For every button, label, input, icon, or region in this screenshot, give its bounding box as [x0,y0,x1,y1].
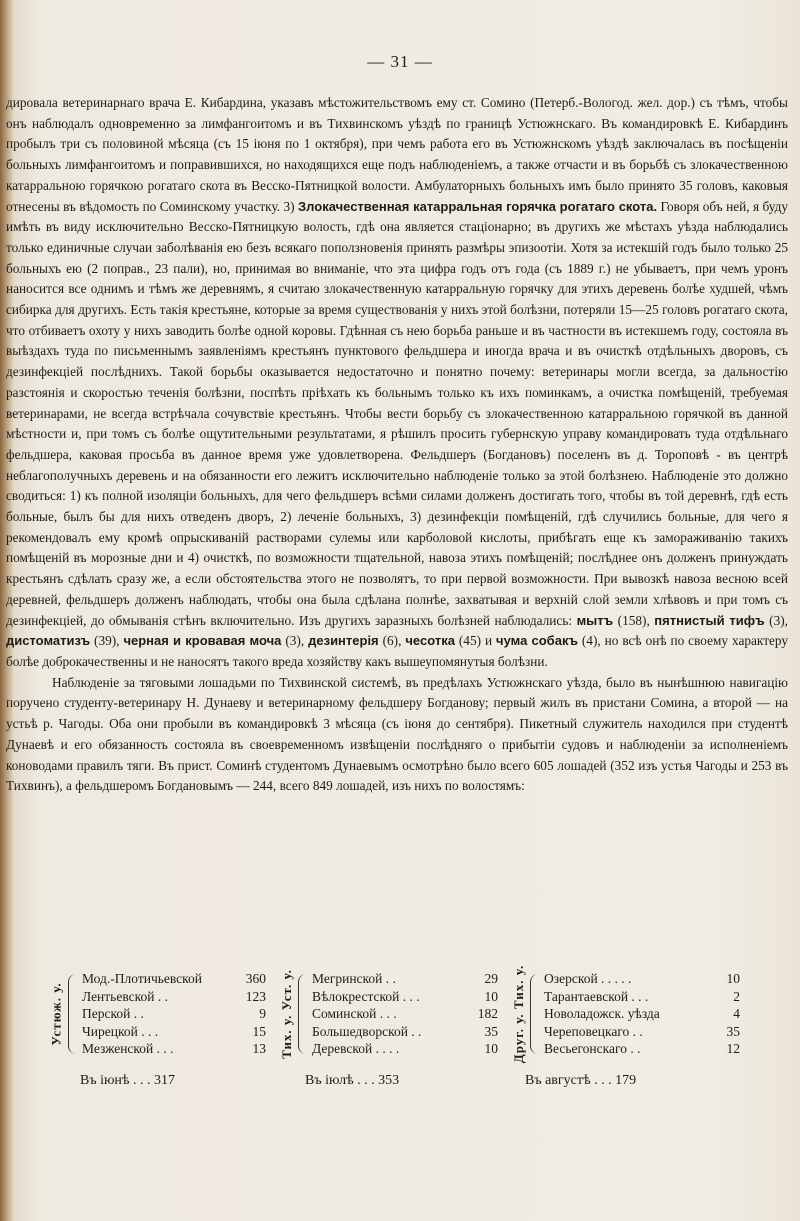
paragraph-2: Наблюденіе за тяговыми лошадьми по Тихвинской системѣ, въ предѣлахъ Устюжнскаго уѣзда, было въ нынѣшнюю навигацію поручено студенту-ветеринару Н. Дунаеву и ветеринарному фельдшеру Богданову; первый жилъ въ пристани Сомина, а второй — на устьѣ р. Чагоды. Оба они пробыли въ командировкѣ 3 мѣсяца (съ іюня до сентября). Пикетный служитель находился при студентѣ Дунаевѣ и его обязанность состояла въ своевременномъ извѣщеніи послѣдняго о прибытіи судовъ и наблюденіи за исполненіемъ коноводами правилъ тяги. Въ прист. Соминѣ студентомъ Дунаевымъ осмотрѣно было всего 605 лошадей (352 изъ устья Чагоды и 253 въ Тихвинъ), а фельдшеромъ Богдановымъ — 244, всего 849 лошадей, изъ нихъ по волостямъ: [6,674,788,794]
table-row: Новоладожск. уѣзда 4 [544,1006,740,1022]
brace [68,974,77,1054]
table-row: Перской . . 9 [82,1006,266,1022]
table-row: Деревской . . . . 10 [312,1041,498,1057]
table-row: Тарантаевской . . . 2 [544,988,740,1004]
monthly-totals [80,1073,700,1093]
disease-term: чесотка [405,633,455,649]
total-august: Въ августѣ . . . 179 [525,1073,637,1088]
text-span: (4), но всѣ онѣ по своему характеру болѣе доброкачественны и не наносятъ такого вреда хозяйству какъ вышеупомянутыя болѣзни. [6,633,789,669]
group-label: Тих. у. Уст. у. [279,969,294,1059]
text-span: Говоря объ ней, я буду имѣть въ виду исключительно Весско-Пятницкую волость, гдѣ она является стаціонарно; въ другихъ же мѣстахъ уѣзда наблюдались только единичные случаи заболѣванія ею безъ всякаго поползновенія принять размѣры эпизоотіи. Хотя за истекшій годъ было только 25 больныхъ ею (2 поправ., 23 пали), но, принимая во вниманіе, что эта цифра годъ отъ года (съ 1889 г.) не убываетъ, при чемъ уронъ наносится все однимъ и тѣмъ же деревнямъ, я считаю злокачественную катарральную горячку для этихъ деревень болѣе худшей, чѣмъ сибирка для другихъ. Есть такія крестьяне, которые за время существованія у нихъ этой болѣзни, потеряли 15—25 головъ рогатаго скота, что отбиваетъ охоту у нихъ заводить болѣе одной коровы. Гдѣнная съ нею борьба раньше и въ частности въ истекшемъ году, состояла въ выѣздахъ туда по письменнымъ заявленіямъ крестьянъ пунктового фельдшера и иногда врача и въ очисткѣ отдѣльныхъ дворовъ, съ дезинфекціей послѣднихъ. Такой борьбы оказывается недостаточно и понятно почему: ветеринары могли всегда, за дальностію разстоянія и скоростью теченія болѣзни, поспѣть пріѣхать къ больнымъ только къ ихъ поминкамъ, а очистка помѣщеній, требуемая ветеринарами, не всегда встрѣчала сочувствіе крестьянъ. Чтобы вести борьбу съ злокачественною катарральною горячкой въ данной мѣстности и, при томъ съ болѣе ощутительными результатами, я рѣшилъ просить губернскую управу командировать туда отдѣльнаго фельдшера, каковая просьба въ данное время уже удовлетворена. Фельдшеръ (Богдановъ) поселенъ въ д. Тороповѣ - въ центрѣ неблагополучныхъ деревень и на обязанности его лежитъ исключительно наблюденіе только за этой болѣзнею. Наблюденіе это должно сводиться: 1) къ полной изоляціи больныхъ, для чего фельдшеръ всѣми силами долженъ достигать того, чтобы въ той деревнѣ, гдѣ есть больные, былъ бы для нихъ отведенъ дворъ, 2) леченіе больныхъ, 3) дезинфекціи помѣщеній, гдѣ случились больные, для чего я рекомендовалъ ему кромѣ опрыскиваній растворами сулемы или карболовой кислоты, прибѣгать еще къ замораживанію такихъ помѣщеній въ морозные дни и 4) очисткѣ, по возможности тщательной, навоза этихъ помѣщеній; послѣднее онъ долженъ принуждать крестьянъ сдѣлать сразу же, а если обстоятельства этого не позволятъ, то при первой возможности. При вывозкѣ навоза весною всей деревней, фельдшеръ долженъ наблюдать, чтобы она была сдѣлана полнѣе, захватывая и верхній слой земли хлѣвовъ и при томъ съ дезинфекціей, до обмыванія стѣнъ включительно. Изъ другихъ заразныхъ болѣзней наблюдались: [6,198,788,628]
horse-count-table [48,964,768,1064]
table-group [48,970,266,1058]
total-june: Въ іюнѣ . . . 317 [80,1073,176,1088]
text-span: (158), [617,612,650,628]
disease-term: дезинтерія [308,633,379,649]
disease-term: дистоматизъ [6,633,91,649]
body-text [6,93,788,797]
table-row: Мезженской . . . 13 [82,1041,266,1057]
table-row: Большедворской . . 35 [312,1023,498,1039]
brace [530,974,539,1054]
group-label: Друг. у. Тих. у. [511,964,526,1064]
text-span: (45) и [458,633,493,649]
text-span: (3), [769,612,788,628]
table-row: Мегринской . . 29 [312,971,498,986]
page-number: — 31 — [367,52,433,71]
paragraph-1 [6,93,788,673]
text-span: дировала ветеринарнаго врача Е. Кибардина, указавъ мѣстожительствомъ ему ст. Сомино (Петерб.-Вологод. жел. дор.) съ тѣмъ, чтобы онъ наблюдалъ одновременно за лимфангоитомъ и въ Тихвинскомъ уѣздѣ по границѣ Устюжнскаго. Въ командировкѣ Е. Кибардинъ пробылъ три съ половиной мѣсяца (съ 15 іюня по 1 октября), при чемъ работа его въ Устюжнскомъ уѣздѣ заключалась въ посѣщеніи больныхъ лимфангоитомъ и поправившихся, но находящихся еще подъ наблюденіемъ, а также отчасти и въ борьбѣ съ злокачественною катарральною горячкою рогатаго скота въ Весско-Пятницкой волости. Амбулаторныхъ больныхъ имъ было принято 35 головъ, каковыя отнесены въ вѣдомость по Соминскому участку. 3) [6,95,788,214]
disease-term: пятнистый тифъ [654,612,765,628]
table-row: Лентьевской . . 123 [82,988,266,1004]
table-group [510,964,740,1064]
table-row: Чирецкой . . . 15 [82,1023,266,1039]
table-row: Весьегонскаго . . 12 [544,1041,740,1057]
table-row: Озерской . . . . . 10 [544,971,740,986]
text-span: (3), [285,633,305,649]
disease-term: черная и кровавая моча [123,633,282,649]
table-row: Вѣлокрестской . . . 10 [312,988,498,1004]
table-group [278,970,498,1058]
group-rows [312,970,498,1058]
total-july: Въ іюлѣ . . . 353 [305,1073,400,1088]
disease-term: мытъ [576,612,614,628]
group-rows [82,970,266,1058]
group-rows [544,970,740,1058]
group-label: Устюж. у. [49,982,64,1046]
table-row: Мод.-Плотичьевской 360 [82,971,266,986]
bold-heading: Злокачественная катарральная горячка рогатаго скота. [298,198,658,214]
table-row: Соминской . . . 182 [312,1006,498,1022]
text-span: (39), [94,633,120,649]
brace [298,974,307,1054]
text-span: (6), [382,633,402,649]
table-row: Череповецкаго . . 35 [544,1023,740,1039]
disease-term: чума собакъ [496,633,578,649]
